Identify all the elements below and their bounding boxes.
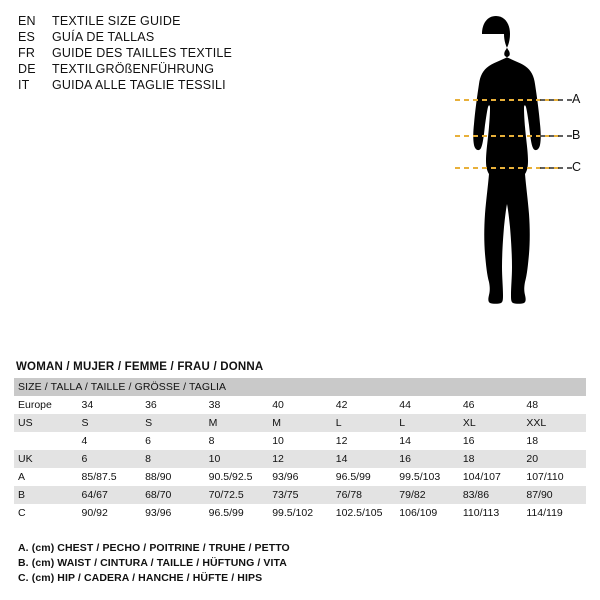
row-label-uk: UK — [18, 453, 33, 465]
row-label-us-numeric — [14, 432, 78, 450]
marker-label-a: A — [572, 92, 581, 106]
size-table-area — [14, 358, 586, 522]
legend-item-c: C. (cm) HIP / CADERA / HANCHE / HÜFTE / HIPS — [18, 572, 263, 584]
table-cell: 64/67 — [81, 489, 108, 501]
size-table — [14, 378, 586, 522]
table-cell: 16 — [462, 435, 475, 447]
table-cell: 114/119 — [526, 507, 563, 519]
table-cell: 6 — [145, 435, 151, 447]
table-row — [14, 432, 586, 450]
table-cell: 85/87.5 — [81, 471, 117, 483]
marker-label-b: B — [572, 128, 581, 142]
table-cell: 102.5/105 — [335, 507, 383, 519]
language-row-es — [18, 30, 318, 44]
table-cell: 106/109 — [399, 507, 438, 519]
language-code-en: EN — [18, 14, 36, 28]
table-cell: 93/96 — [145, 507, 172, 519]
row-label-b: B — [18, 489, 26, 501]
table-cell: 104/107 — [462, 471, 501, 483]
table-cell: 46 — [462, 399, 475, 411]
table-cell: 18 — [526, 435, 539, 447]
language-code-fr: FR — [18, 46, 36, 60]
table-cell: 107/110 — [526, 471, 564, 483]
table-cell: S — [145, 417, 153, 429]
language-text-it: GUIDA ALLE TAGLIE TESSILI — [52, 78, 226, 92]
table-cell: 87/90 — [526, 489, 553, 501]
table-cell: 34 — [81, 399, 94, 411]
row-label-europe: Europe — [18, 399, 52, 411]
language-code-es: ES — [18, 30, 36, 44]
table-cell: 90/92 — [81, 507, 108, 519]
table-cell: 96.5/99 — [208, 507, 244, 519]
table-cell: 70/72.5 — [208, 489, 244, 501]
marker-label-c: C — [572, 160, 582, 174]
table-cell: 8 — [208, 435, 215, 447]
row-label-us: US — [18, 417, 33, 429]
table-cell: 18 — [462, 453, 475, 465]
table-cell: 14 — [399, 435, 411, 447]
table-group-title: WOMAN / MUJER / FEMME / FRAU / DONNA — [16, 361, 264, 373]
language-row-en — [18, 14, 318, 28]
table-header-row — [14, 378, 586, 396]
table-cell: 8 — [145, 453, 151, 465]
table-cell: M — [272, 417, 281, 429]
table-cell: 90.5/92.5 — [208, 471, 253, 483]
table-row — [14, 396, 586, 414]
language-text-de: TEXTILGRÖßENFÜHRUNG — [52, 62, 215, 76]
table-cell: XL — [462, 417, 476, 429]
table-cell: 48 — [526, 399, 539, 411]
table-cell: 96.5/99 — [335, 471, 371, 483]
language-text-es: GUÍA DE TALLAS — [52, 30, 155, 44]
table-cell: 93/96 — [272, 471, 299, 483]
language-row-fr — [18, 46, 318, 60]
table-cell: 12 — [272, 453, 284, 465]
language-header-block — [18, 14, 318, 94]
row-label-c: C — [18, 507, 26, 519]
table-cell: 20 — [526, 453, 539, 465]
table-cell: L — [335, 417, 342, 429]
table-cell: 40 — [272, 399, 284, 411]
table-cell: 12 — [335, 435, 348, 447]
table-cell: 68/70 — [145, 489, 172, 501]
table-cell: 79/82 — [399, 489, 426, 501]
language-row-de — [18, 62, 318, 76]
table-row — [14, 450, 586, 468]
legend-item-a: A. (cm) CHEST / PECHO / POITRINE / TRUHE / PETTO — [18, 542, 290, 554]
table-cell: 110/113 — [462, 507, 500, 519]
language-code-it: IT — [18, 78, 30, 92]
language-text-en: TEXTILE SIZE GUIDE — [52, 14, 181, 28]
table-row — [14, 486, 586, 504]
language-text-fr: GUIDE DES TAILLES TEXTILE — [52, 46, 233, 60]
table-cell: S — [81, 417, 89, 429]
table-cell: 73/75 — [272, 489, 299, 501]
table-cell: 88/90 — [145, 471, 172, 483]
table-cell: 16 — [399, 453, 411, 465]
table-cell: 4 — [81, 435, 88, 447]
table-cell: 38 — [208, 399, 221, 411]
table-cell: 99.5/102 — [272, 507, 314, 519]
language-code-de: DE — [18, 62, 36, 76]
table-cell: 44 — [399, 399, 411, 411]
table-cell: 36 — [145, 399, 157, 411]
legend-item-b: B. (cm) WAIST / CINTURA / TAILLE / HÜFTUNG / VITA — [18, 557, 287, 569]
table-row — [14, 414, 586, 432]
female-silhouette-figure — [420, 8, 600, 368]
table-cell: M — [208, 417, 218, 429]
table-cell: 14 — [335, 453, 348, 465]
table-cell: L — [399, 417, 406, 429]
table-cell: XXL — [526, 417, 547, 429]
table-row — [14, 468, 586, 486]
table-cell: 42 — [335, 399, 348, 411]
language-row-it — [18, 78, 318, 92]
table-cell: 83/86 — [462, 489, 490, 501]
measurement-legend — [18, 542, 578, 587]
row-label-a: A — [18, 471, 26, 483]
table-cell: 10 — [208, 453, 221, 465]
table-cell: 6 — [81, 453, 88, 465]
silhouette-body-icon — [473, 16, 541, 304]
table-cell: 10 — [272, 435, 284, 447]
table-header-label: SIZE / TALLA / TAILLE / GRÖSSE / TAGLIA — [18, 381, 227, 393]
table-cell: 99.5/103 — [399, 471, 441, 483]
table-cell: 76/78 — [335, 489, 363, 501]
table-row — [14, 504, 586, 522]
